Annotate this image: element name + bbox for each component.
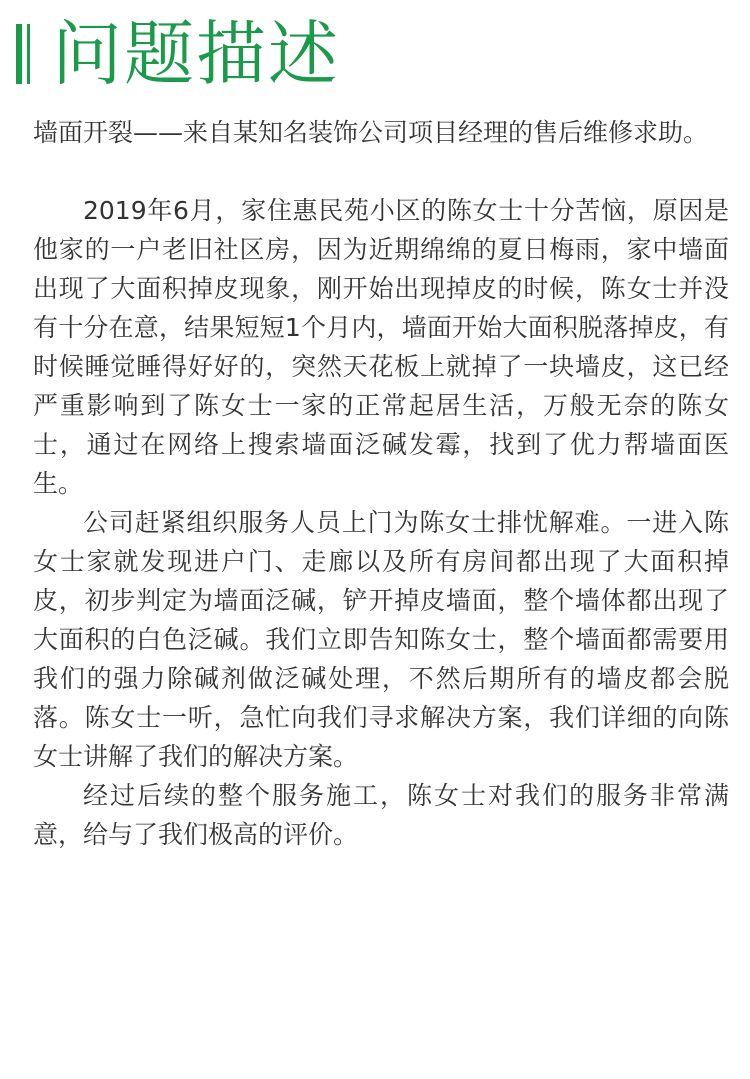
section-header [16,14,340,94]
article-intro: 墙面开裂——来自某知名装饰公司项目经理的售后维修求助。 [33,118,709,147]
header-accent-bar [16,24,22,84]
article-paragraph-1: 2019年6月，家住惠民苑小区的陈女士十分苦恼，原因是他家的一户老旧社区房，因为近期绵绵的夏日梅雨，家中墙面出现了大面积掉皮现象，刚开始出现掉皮的时候，陈女士并没有十分在意，结果短短1个月内，墙面开始大面积脱落掉皮，有时候睡觉睡得好好的，突然天花板上就掉了一块墙皮，这已经严重影响到了陈女士一家的正常起居生活，万般无奈的陈女士，通过在网络上搜索墙面泛碱发霉，找到了优力帮墙面医生。 [33,196,729,498]
article-paragraph-3: 经过后续的整个服务施工，陈女士对我们的服务非常满意，给与了我们极高的评价。 [33,781,729,849]
article-paragraph-2: 公司赶紧组织服务人员上门为陈女士排忧解难。一进入陈女士家就发现进户门、走廊以及所有房间都出现了大面积掉皮，初步判定为墙面泛碱，铲开掉皮墙面，整个墙体都出现了大面积的白色泛碱。我们立即告知陈女士，整个墙面都需要用我们的强力除碱剂做泛碱处理，不然后期所有的墙皮都会脱落。陈女士一听，急忙向我们寻求解决方案，我们详细的向陈女士讲解了我们的解决方案。 [33,508,729,771]
header-accent-bar-thin [27,24,30,84]
article-body [33,113,729,854]
section-title: 问题描述 [52,13,340,95]
